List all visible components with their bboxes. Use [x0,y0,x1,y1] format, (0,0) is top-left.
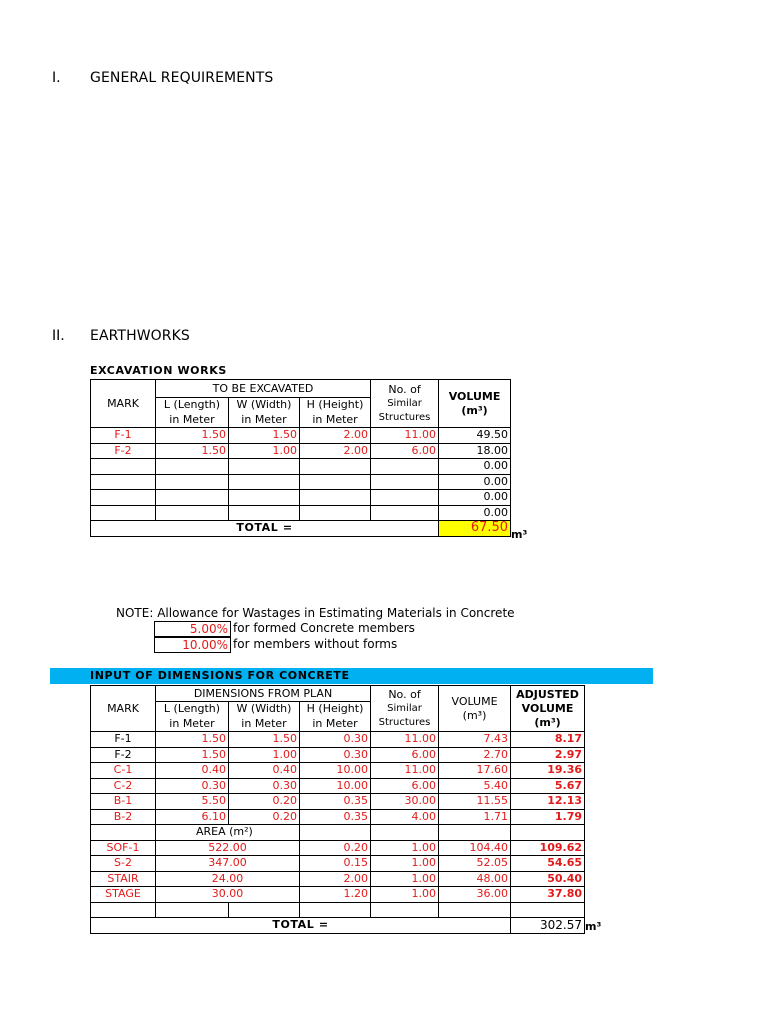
mark-cell: C-2 [91,778,156,794]
mark-cell [91,490,156,506]
height-cell: 10.00 [300,763,371,779]
concrete-area-blank [91,825,156,841]
table-row [91,732,585,748]
mark-cell: B-2 [91,809,156,825]
concrete-area-label: AREA (m²) [156,825,300,841]
length-cell: 5.50 [156,794,229,810]
section-1-title: GENERAL REQUIREMENTS [90,70,274,86]
excavation-header-height: H (Height) [300,398,371,413]
excavation-header-width: W (Width) [229,398,300,413]
mark-cell: SOF-1 [91,840,156,856]
excavation-header-height-unit: in Meter [300,412,371,428]
width-cell [229,459,300,475]
concrete-header-similar: No. of Similar Structures [371,686,439,732]
mark-cell: F-1 [91,428,156,444]
section-2-number: II. [52,328,65,344]
note-pct-1: 5.00% [154,621,231,637]
area-cell: 30.00 [156,887,300,903]
volume-cell: 0.00 [439,459,511,475]
similar-cell: 11.00 [371,732,439,748]
mark-cell: F-2 [91,443,156,459]
area-cell: 24.00 [156,871,300,887]
height-cell: 2.00 [300,428,371,444]
length-cell [156,474,229,490]
similar-cell: 1.00 [371,887,439,903]
concrete-header-volume: VOLUME (m³) [439,686,511,732]
height-cell: 0.35 [300,794,371,810]
width-cell [229,505,300,521]
mark-cell [91,505,156,521]
excavation-title: EXCAVATION WORKS [90,364,227,377]
table-row [91,856,585,872]
note-pct-2: 10.00% [154,637,231,653]
similar-cell: 6.00 [371,443,439,459]
width-cell [229,490,300,506]
adjusted-volume-cell: 50.40 [511,871,585,887]
excavation-header-width-unit: in Meter [229,412,300,428]
mark-cell: F-2 [91,747,156,763]
length-cell [156,505,229,521]
volume-cell: 104.40 [439,840,511,856]
excavation-header-mark: MARK [91,380,156,428]
width-cell: 0.20 [229,794,300,810]
height-cell: 0.30 [300,732,371,748]
height-cell [300,490,371,506]
mark-cell: STAIR [91,871,156,887]
concrete-total-unit: m³ [585,920,602,933]
similar-cell: 11.00 [371,763,439,779]
mark-cell [91,474,156,490]
similar-cell: 1.00 [371,856,439,872]
height-cell: 0.20 [300,840,371,856]
concrete-header-adjusted: ADJUSTED VOLUME (m³) [511,686,585,732]
table-row [91,490,511,506]
width-cell: 0.40 [229,763,300,779]
height-cell: 2.00 [300,871,371,887]
similar-cell: 11.00 [371,428,439,444]
volume-cell: 17.60 [439,763,511,779]
length-cell: 1.50 [156,428,229,444]
concrete-header-width-unit: in Meter [229,716,300,732]
excavation-header-volume: VOLUME (m³) [439,380,511,428]
similar-cell [371,474,439,490]
table-row [91,871,585,887]
adjusted-volume-cell: 19.36 [511,763,585,779]
table-row [91,459,511,475]
concrete-header-width: W (Width) [229,702,300,717]
adjusted-volume-cell: 37.80 [511,887,585,903]
similar-cell [371,490,439,506]
concrete-total-label: TOTAL = [91,918,511,934]
volume-cell: 11.55 [439,794,511,810]
adjusted-volume-cell: 1.79 [511,809,585,825]
excavation-total-label: TOTAL = [91,521,439,537]
adjusted-volume-cell: 8.17 [511,732,585,748]
table-row [91,840,585,856]
note-desc-2: for members without forms [233,637,398,651]
similar-cell [371,505,439,521]
excavation-header-length: L (Length) [156,398,229,413]
volume-cell: 0.00 [439,490,511,506]
note-label: NOTE: [116,606,154,620]
volume-cell: 1.71 [439,809,511,825]
table-row [91,763,585,779]
table-row [91,474,511,490]
volume-cell: 5.40 [439,778,511,794]
concrete-header-length: L (Length) [156,702,229,717]
width-cell: 0.20 [229,809,300,825]
volume-cell: 2.70 [439,747,511,763]
width-cell [229,474,300,490]
length-cell: 1.50 [156,732,229,748]
section-1-number: I. [52,70,61,86]
length-cell: 1.50 [156,747,229,763]
similar-cell: 1.00 [371,871,439,887]
volume-cell: 48.00 [439,871,511,887]
volume-cell: 52.05 [439,856,511,872]
area-cell: 347.00 [156,856,300,872]
concrete-header-height-unit: in Meter [300,716,371,732]
similar-cell: 4.00 [371,809,439,825]
table-row [91,794,585,810]
height-cell [300,505,371,521]
table-row [91,778,585,794]
width-cell: 0.30 [229,778,300,794]
mark-cell: C-1 [91,763,156,779]
width-cell: 1.00 [229,747,300,763]
adjusted-volume-cell: 2.97 [511,747,585,763]
height-cell: 1.20 [300,887,371,903]
adjusted-volume-cell: 109.62 [511,840,585,856]
excavation-header-group: TO BE EXCAVATED [156,380,371,398]
excavation-total-unit: m³ [511,528,528,541]
concrete-header-height: H (Height) [300,702,371,717]
similar-cell: 30.00 [371,794,439,810]
table-row [91,747,585,763]
length-cell: 0.30 [156,778,229,794]
height-cell [300,474,371,490]
length-cell: 1.50 [156,443,229,459]
similar-cell: 1.00 [371,840,439,856]
volume-cell: 36.00 [439,887,511,903]
mark-cell: B-1 [91,794,156,810]
concrete-table [90,685,585,934]
table-row [91,428,511,444]
volume-cell: 0.00 [439,505,511,521]
table-row [91,887,585,903]
area-cell: 522.00 [156,840,300,856]
mark-cell: S-2 [91,856,156,872]
excavation-total-value: 67.50 [439,521,511,537]
note-desc-1: for formed Concrete members [233,621,415,635]
height-cell: 10.00 [300,778,371,794]
volume-cell: 49.50 [439,428,511,444]
concrete-header-length-unit: in Meter [156,716,229,732]
volume-cell: 7.43 [439,732,511,748]
height-cell: 2.00 [300,443,371,459]
excavation-header-similar: No. of Similar Structures [371,380,439,428]
section-2-title: EARTHWORKS [90,328,190,344]
length-cell: 0.40 [156,763,229,779]
similar-cell [371,459,439,475]
adjusted-volume-cell: 12.13 [511,794,585,810]
adjusted-volume-cell: 5.67 [511,778,585,794]
excavation-table [90,379,511,537]
width-cell: 1.00 [229,443,300,459]
table-row [91,443,511,459]
width-cell: 1.50 [229,428,300,444]
mark-cell: STAGE [91,887,156,903]
concrete-bar-title: INPUT OF DIMENSIONS FOR CONCRETE [90,669,350,682]
note [116,606,515,620]
height-cell: 0.35 [300,809,371,825]
volume-cell: 18.00 [439,443,511,459]
length-cell [156,490,229,506]
length-cell [156,459,229,475]
mark-cell [91,459,156,475]
similar-cell: 6.00 [371,747,439,763]
height-cell: 0.15 [300,856,371,872]
mark-cell: F-1 [91,732,156,748]
volume-cell: 0.00 [439,474,511,490]
table-row [91,505,511,521]
height-cell [300,459,371,475]
concrete-header-mark: MARK [91,686,156,732]
adjusted-volume-cell: 54.65 [511,856,585,872]
concrete-total-value: 302.57 [511,918,585,934]
similar-cell: 6.00 [371,778,439,794]
width-cell: 1.50 [229,732,300,748]
length-cell: 6.10 [156,809,229,825]
concrete-header-group: DIMENSIONS FROM PLAN [156,686,371,702]
note-text: Allowance for Wastages in Estimating Materials in Concrete [157,606,515,620]
excavation-header-length-unit: in Meter [156,412,229,428]
table-row [91,809,585,825]
height-cell: 0.30 [300,747,371,763]
